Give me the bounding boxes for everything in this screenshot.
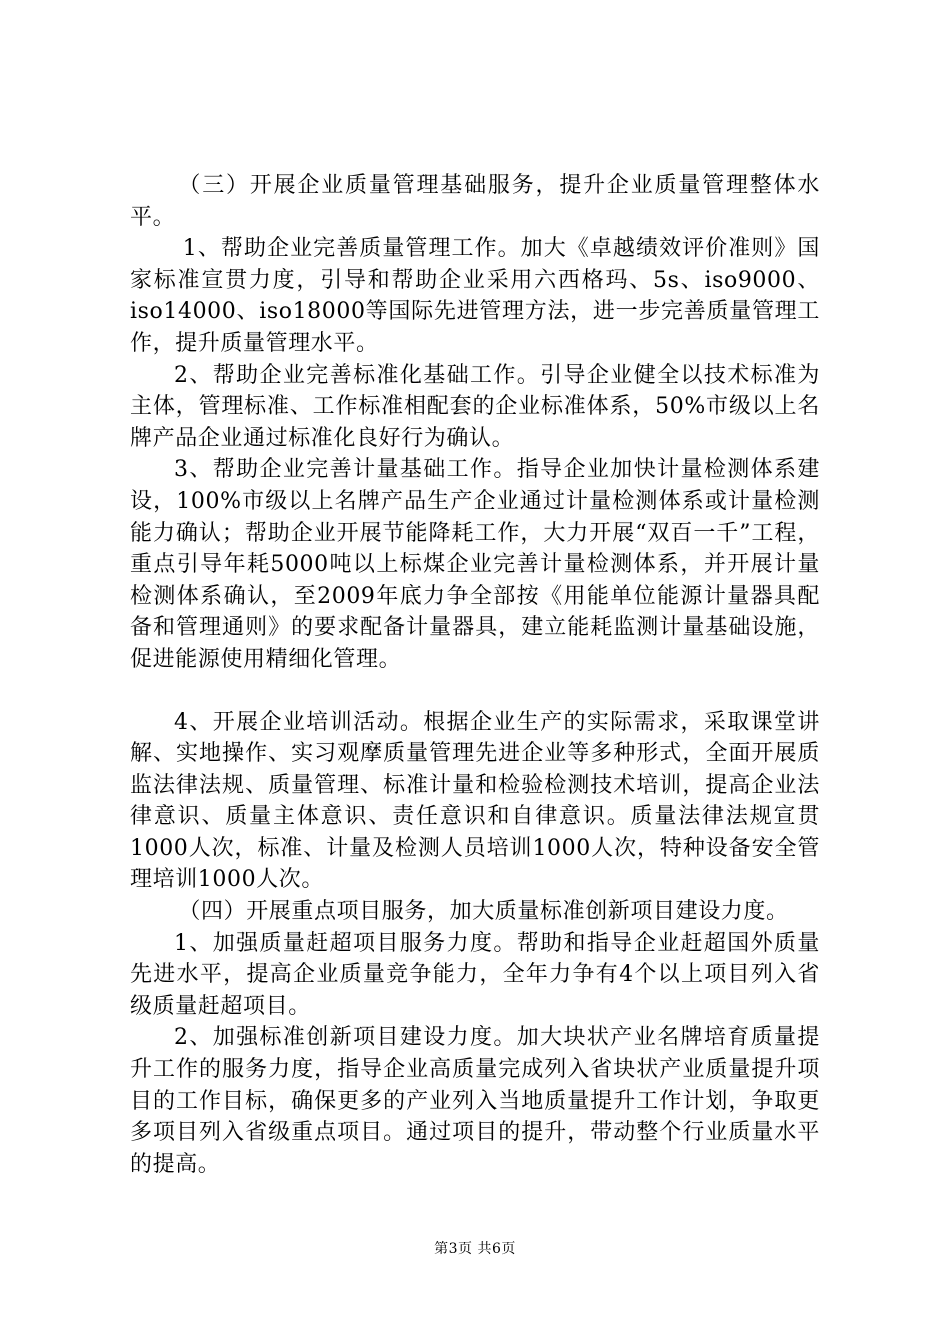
paragraph-training: 4、开展企业培训活动。根据企业生产的实际需求，采取课堂讲解、实地操作、实习观摩质量管理先进企业等多种形式，全面开展质监法律法规、质量管理、标准计量和检验检测技术培训，提高企业法律意识、质量主体意识、责任意识和自律意识。质量法律法规宣贯1000人次，标准、计量及检测人员培训1000人次，特种设备安全管理培训1000人次。 [130, 709, 820, 893]
document-body [130, 170, 820, 1180]
paragraph-quality-catch-up: 1、加强质量赶超项目服务力度。帮助和指导企业赶超国外质量先进水平，提高企业质量竞争能力，全年力争有4个以上项目列入省级质量赶超项目。 [130, 930, 820, 1019]
page-footer: 第3页 共6页 [434, 1241, 516, 1257]
paragraph-quality-management: 1、帮助企业完善质量管理工作。加大《卓越绩效评价准则》国家标准宣贯力度，引导和帮助企业采用六西格玛、5s、iso9000、iso14000、iso18000等国际先进管理方法，进一步完善质量管理工作，提升质量管理水平。 [130, 236, 820, 356]
paragraph-standard-innovation: 2、加强标准创新项目建设力度。加大块状产业名牌培育质量提升工作的服务力度，指导企业高质量完成列入省块状产业质量提升项目的工作目标，确保更多的产业列入当地质量提升工作计划，争取更多项目列入省级重点项目。通过项目的提升，带动整个行业质量水平的提高。 [130, 1025, 820, 1177]
paragraph-standardization: 2、帮助企业完善标准化基础工作。引导企业健全以技术标准为主体，管理标准、工作标准相配套的企业标准体系，50%市级以上名牌产品企业通过标准化良好行为确认。 [130, 362, 820, 451]
paragraph-metrology: 3、帮助企业完善计量基础工作。指导企业加快计量检测体系建设，100%市级以上名牌产品生产企业通过计量检测体系或计量检测能力确认；帮助企业开展节能降耗工作，大力开展“双百一千”工程，重点引导年耗5000吨以上标煤企业完善计量检测体系，并开展计量检测体系确认，至2009年底力争全部按《用能单位能源计量器具配备和管理通则》的要求配备计量器具，建立能耗监测计量基础设施，促进能源使用精细化管理。 [130, 457, 820, 672]
section-heading-3: （三）开展企业质量管理基础服务，提升企业质量管理整体水平。 [130, 173, 820, 230]
section-heading-4: （四）开展重点项目服务，加大质量标准创新项目建设力度。 [178, 899, 789, 925]
